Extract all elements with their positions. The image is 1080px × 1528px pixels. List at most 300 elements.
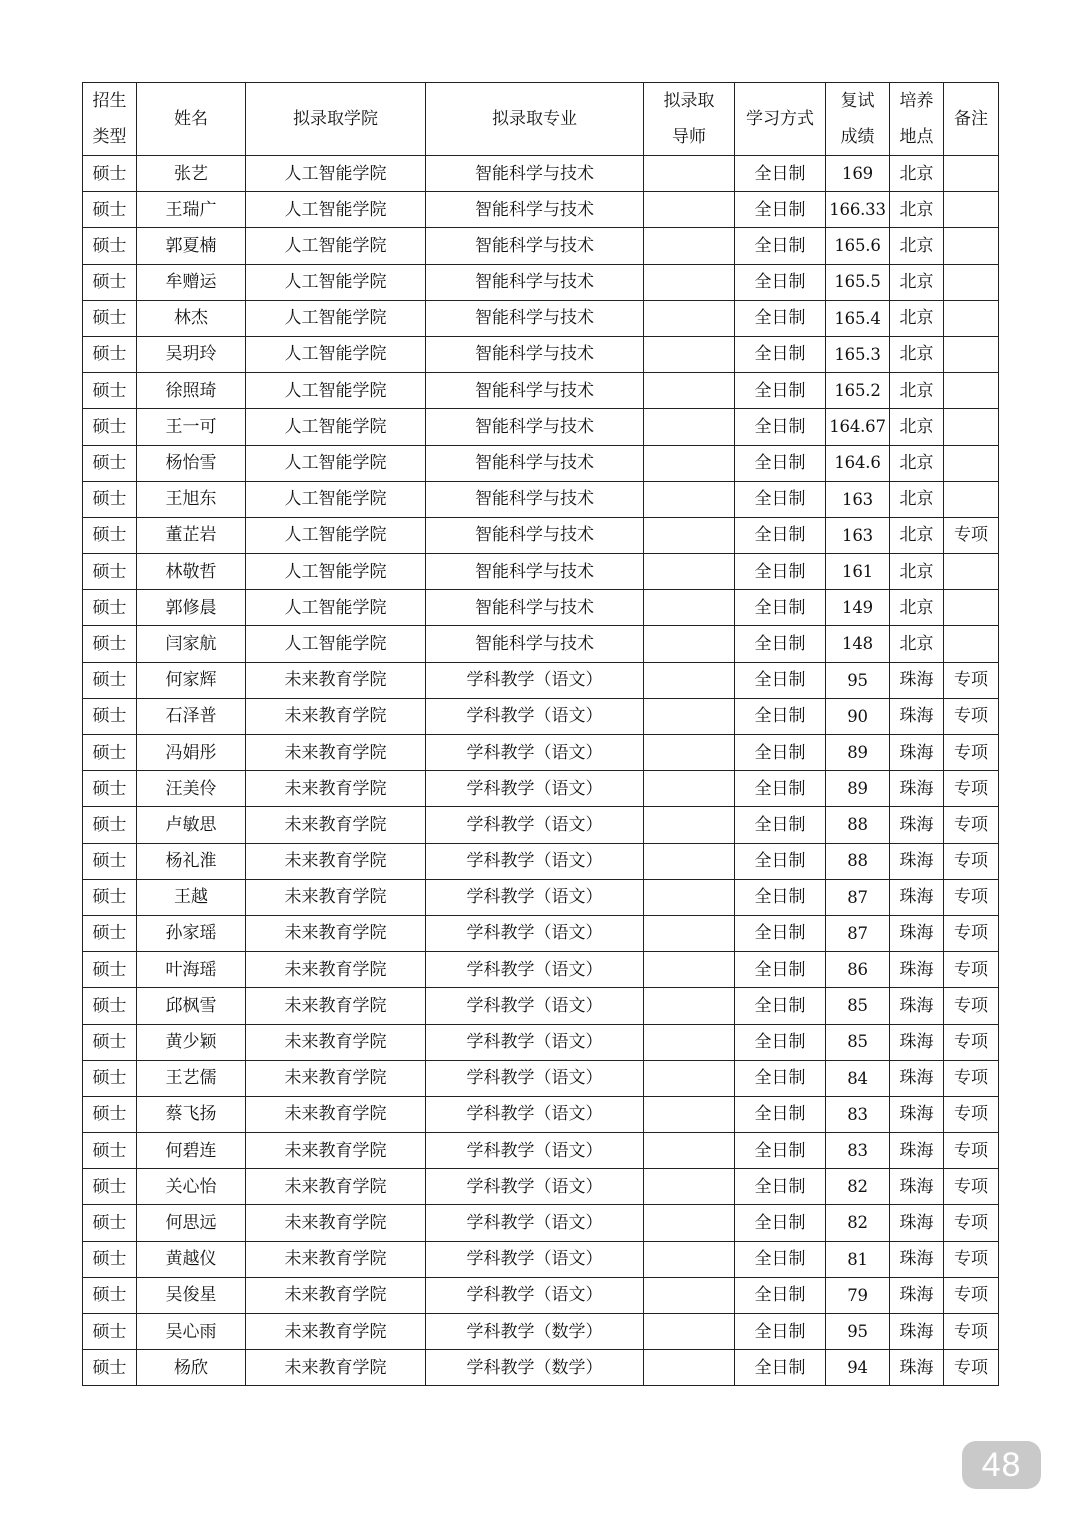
cell-remarks <box>944 228 999 264</box>
cell-major: 智能科学与技术 <box>426 626 644 662</box>
table-row <box>83 952 999 988</box>
page-number-badge: 48 <box>962 1441 1041 1489</box>
header-line: 导师 <box>672 127 706 147</box>
table-row <box>83 1133 999 1169</box>
cell-major: 智能科学与技术 <box>426 336 644 372</box>
cell-name: 冯娟彤 <box>137 735 246 771</box>
header-line: 拟录取专业 <box>492 109 577 129</box>
cell-advisor <box>644 1133 735 1169</box>
cell-name: 王艺儒 <box>137 1060 246 1096</box>
cell-location: 北京 <box>890 156 944 192</box>
cell-name: 吴心雨 <box>137 1314 246 1350</box>
cell-enrollment-type: 硕士 <box>83 1024 137 1060</box>
cell-advisor <box>644 662 735 698</box>
cell-college: 未来教育学院 <box>246 1096 426 1132</box>
cell-score: 165.5 <box>826 264 890 300</box>
cell-score: 165.4 <box>826 300 890 336</box>
cell-remarks: 专项 <box>944 843 999 879</box>
table-row <box>83 662 999 698</box>
cell-advisor <box>644 1096 735 1132</box>
cell-name: 汪美伶 <box>137 771 246 807</box>
cell-college: 未来教育学院 <box>246 1169 426 1205</box>
cell-major: 学科教学（语文） <box>426 807 644 843</box>
cell-location: 珠海 <box>890 915 944 951</box>
cell-location: 珠海 <box>890 1205 944 1241</box>
table-row <box>83 264 999 300</box>
cell-name: 吴玥玲 <box>137 336 246 372</box>
cell-college: 未来教育学院 <box>246 1314 426 1350</box>
cell-study-mode: 全日制 <box>735 336 826 372</box>
cell-enrollment-type: 硕士 <box>83 554 137 590</box>
cell-study-mode: 全日制 <box>735 1241 826 1277</box>
cell-college: 未来教育学院 <box>246 1024 426 1060</box>
cell-location: 珠海 <box>890 662 944 698</box>
cell-remarks: 专项 <box>944 1314 999 1350</box>
cell-major: 学科教学（语文） <box>426 1096 644 1132</box>
cell-name: 闫家航 <box>137 626 246 662</box>
cell-name: 林杰 <box>137 300 246 336</box>
cell-enrollment-type: 硕士 <box>83 988 137 1024</box>
cell-score: 161 <box>826 554 890 590</box>
cell-study-mode: 全日制 <box>735 192 826 228</box>
admission-table <box>82 82 999 1386</box>
cell-score: 163 <box>826 481 890 517</box>
cell-major: 学科教学（语文） <box>426 915 644 951</box>
cell-name: 黄少颖 <box>137 1024 246 1060</box>
table-row <box>83 1314 999 1350</box>
cell-college: 未来教育学院 <box>246 771 426 807</box>
cell-name: 王越 <box>137 879 246 915</box>
cell-enrollment-type: 硕士 <box>83 156 137 192</box>
cell-advisor <box>644 1241 735 1277</box>
cell-location: 北京 <box>890 409 944 445</box>
cell-advisor <box>644 590 735 626</box>
cell-name: 关心怡 <box>137 1169 246 1205</box>
cell-name: 何碧连 <box>137 1133 246 1169</box>
table-row <box>83 1024 999 1060</box>
cell-location: 珠海 <box>890 1277 944 1313</box>
cell-remarks <box>944 156 999 192</box>
table-row <box>83 1060 999 1096</box>
cell-enrollment-type: 硕士 <box>83 1314 137 1350</box>
cell-study-mode: 全日制 <box>735 1060 826 1096</box>
table-row <box>83 626 999 662</box>
cell-enrollment-type: 硕士 <box>83 952 137 988</box>
cell-study-mode: 全日制 <box>735 1096 826 1132</box>
cell-major: 智能科学与技术 <box>426 264 644 300</box>
cell-score: 85 <box>826 988 890 1024</box>
cell-major: 学科教学（语文） <box>426 1169 644 1205</box>
cell-enrollment-type: 硕士 <box>83 192 137 228</box>
cell-remarks: 专项 <box>944 807 999 843</box>
cell-enrollment-type: 硕士 <box>83 626 137 662</box>
cell-location: 珠海 <box>890 1314 944 1350</box>
header-line: 备注 <box>954 109 988 129</box>
cell-advisor <box>644 735 735 771</box>
table-row <box>83 771 999 807</box>
cell-college: 人工智能学院 <box>246 590 426 626</box>
cell-name: 王一可 <box>137 409 246 445</box>
header-line: 类型 <box>92 127 127 147</box>
cell-score: 82 <box>826 1169 890 1205</box>
cell-major: 学科教学（语文） <box>426 698 644 734</box>
cell-remarks: 专项 <box>944 1096 999 1132</box>
cell-score: 165.6 <box>826 228 890 264</box>
cell-major: 智能科学与技术 <box>426 517 644 553</box>
cell-study-mode: 全日制 <box>735 771 826 807</box>
cell-college: 未来教育学院 <box>246 1133 426 1169</box>
cell-location: 珠海 <box>890 952 944 988</box>
cell-score: 149 <box>826 590 890 626</box>
cell-college: 人工智能学院 <box>246 445 426 481</box>
cell-remarks: 专项 <box>944 988 999 1024</box>
cell-major: 学科教学（语文） <box>426 1205 644 1241</box>
cell-score: 89 <box>826 735 890 771</box>
cell-score: 169 <box>826 156 890 192</box>
cell-name: 王旭东 <box>137 481 246 517</box>
cell-remarks: 专项 <box>944 1277 999 1313</box>
cell-score: 95 <box>826 1314 890 1350</box>
cell-study-mode: 全日制 <box>735 988 826 1024</box>
cell-enrollment-type: 硕士 <box>83 807 137 843</box>
table-row <box>83 373 999 409</box>
cell-name: 张艺 <box>137 156 246 192</box>
cell-enrollment-type: 硕士 <box>83 336 137 372</box>
cell-advisor <box>644 807 735 843</box>
cell-name: 郭夏楠 <box>137 228 246 264</box>
cell-remarks: 专项 <box>944 662 999 698</box>
cell-study-mode: 全日制 <box>735 1024 826 1060</box>
cell-enrollment-type: 硕士 <box>83 698 137 734</box>
cell-remarks <box>944 554 999 590</box>
cell-location: 北京 <box>890 300 944 336</box>
cell-advisor <box>644 1277 735 1313</box>
cell-location: 北京 <box>890 590 944 626</box>
cell-study-mode: 全日制 <box>735 300 826 336</box>
cell-enrollment-type: 硕士 <box>83 1169 137 1205</box>
cell-advisor <box>644 915 735 951</box>
cell-remarks: 专项 <box>944 915 999 951</box>
table-row <box>83 409 999 445</box>
cell-college: 未来教育学院 <box>246 1277 426 1313</box>
table-row <box>83 807 999 843</box>
header-college <box>246 83 426 156</box>
cell-study-mode: 全日制 <box>735 264 826 300</box>
cell-name: 林敬哲 <box>137 554 246 590</box>
cell-remarks: 专项 <box>944 1350 999 1386</box>
cell-major: 智能科学与技术 <box>426 590 644 626</box>
cell-location: 珠海 <box>890 771 944 807</box>
cell-remarks: 专项 <box>944 735 999 771</box>
cell-remarks <box>944 445 999 481</box>
cell-study-mode: 全日制 <box>735 228 826 264</box>
table-row <box>83 1277 999 1313</box>
cell-study-mode: 全日制 <box>735 1133 826 1169</box>
cell-enrollment-type: 硕士 <box>83 228 137 264</box>
cell-enrollment-type: 硕士 <box>83 517 137 553</box>
cell-study-mode: 全日制 <box>735 735 826 771</box>
header-enrollment-type <box>83 83 137 156</box>
cell-remarks <box>944 264 999 300</box>
cell-college: 未来教育学院 <box>246 807 426 843</box>
cell-major: 学科教学（语文） <box>426 1277 644 1313</box>
cell-advisor <box>644 1350 735 1386</box>
cell-enrollment-type: 硕士 <box>83 264 137 300</box>
cell-college: 未来教育学院 <box>246 1350 426 1386</box>
cell-score: 166.33 <box>826 192 890 228</box>
cell-advisor <box>644 264 735 300</box>
cell-score: 81 <box>826 1241 890 1277</box>
cell-score: 94 <box>826 1350 890 1386</box>
cell-study-mode: 全日制 <box>735 915 826 951</box>
cell-enrollment-type: 硕士 <box>83 300 137 336</box>
cell-score: 164.6 <box>826 445 890 481</box>
header-line: 成绩 <box>840 127 875 147</box>
cell-remarks: 专项 <box>944 517 999 553</box>
cell-advisor <box>644 879 735 915</box>
table-header-row <box>83 83 999 156</box>
cell-advisor <box>644 300 735 336</box>
cell-study-mode: 全日制 <box>735 409 826 445</box>
cell-remarks: 专项 <box>944 698 999 734</box>
cell-college: 人工智能学院 <box>246 192 426 228</box>
cell-remarks <box>944 409 999 445</box>
cell-college: 人工智能学院 <box>246 481 426 517</box>
cell-name: 何思远 <box>137 1205 246 1241</box>
table-row <box>83 192 999 228</box>
cell-advisor <box>644 843 735 879</box>
cell-remarks: 专项 <box>944 1205 999 1241</box>
cell-college: 人工智能学院 <box>246 228 426 264</box>
cell-major: 智能科学与技术 <box>426 409 644 445</box>
header-name <box>137 83 246 156</box>
cell-advisor <box>644 1169 735 1205</box>
table-row <box>83 843 999 879</box>
cell-advisor <box>644 698 735 734</box>
header-line: 地点 <box>899 127 934 147</box>
cell-college: 人工智能学院 <box>246 300 426 336</box>
header-line: 培养 <box>899 91 934 111</box>
cell-study-mode: 全日制 <box>735 1277 826 1313</box>
cell-enrollment-type: 硕士 <box>83 735 137 771</box>
cell-enrollment-type: 硕士 <box>83 1241 137 1277</box>
cell-major: 学科教学（语文） <box>426 879 644 915</box>
cell-location: 珠海 <box>890 843 944 879</box>
cell-study-mode: 全日制 <box>735 662 826 698</box>
cell-college: 未来教育学院 <box>246 843 426 879</box>
cell-advisor <box>644 1024 735 1060</box>
cell-advisor <box>644 445 735 481</box>
cell-college: 人工智能学院 <box>246 264 426 300</box>
cell-score: 90 <box>826 698 890 734</box>
cell-location: 珠海 <box>890 1024 944 1060</box>
cell-score: 165.2 <box>826 373 890 409</box>
cell-remarks: 专项 <box>944 771 999 807</box>
cell-major: 学科教学（语文） <box>426 1024 644 1060</box>
cell-score: 85 <box>826 1024 890 1060</box>
cell-advisor <box>644 771 735 807</box>
header-advisor <box>644 83 735 156</box>
cell-location: 珠海 <box>890 698 944 734</box>
cell-advisor <box>644 1205 735 1241</box>
cell-enrollment-type: 硕士 <box>83 1096 137 1132</box>
cell-college: 未来教育学院 <box>246 1241 426 1277</box>
cell-name: 董芷岩 <box>137 517 246 553</box>
cell-location: 珠海 <box>890 1169 944 1205</box>
cell-remarks <box>944 481 999 517</box>
cell-major: 学科教学（语文） <box>426 771 644 807</box>
cell-advisor <box>644 554 735 590</box>
table-row <box>83 735 999 771</box>
header-line: 拟录取学院 <box>293 109 378 129</box>
header-line: 复试 <box>840 91 875 111</box>
header-line: 招生 <box>92 91 127 111</box>
cell-major: 智能科学与技术 <box>426 300 644 336</box>
cell-score: 88 <box>826 843 890 879</box>
cell-study-mode: 全日制 <box>735 481 826 517</box>
cell-name: 邱枫雪 <box>137 988 246 1024</box>
cell-major: 学科教学（语文） <box>426 843 644 879</box>
header-line: 姓名 <box>174 109 208 129</box>
cell-major: 智能科学与技术 <box>426 445 644 481</box>
cell-name: 杨欣 <box>137 1350 246 1386</box>
cell-college: 人工智能学院 <box>246 336 426 372</box>
cell-remarks <box>944 336 999 372</box>
cell-name: 孙家瑶 <box>137 915 246 951</box>
cell-college: 未来教育学院 <box>246 952 426 988</box>
cell-study-mode: 全日制 <box>735 373 826 409</box>
cell-college: 人工智能学院 <box>246 517 426 553</box>
cell-location: 珠海 <box>890 879 944 915</box>
cell-name: 蔡飞扬 <box>137 1096 246 1132</box>
cell-enrollment-type: 硕士 <box>83 879 137 915</box>
cell-study-mode: 全日制 <box>735 952 826 988</box>
cell-study-mode: 全日制 <box>735 698 826 734</box>
cell-study-mode: 全日制 <box>735 517 826 553</box>
cell-name: 吴俊星 <box>137 1277 246 1313</box>
table-row <box>83 698 999 734</box>
cell-location: 珠海 <box>890 1096 944 1132</box>
cell-name: 牟赠运 <box>137 264 246 300</box>
cell-score: 79 <box>826 1277 890 1313</box>
table-row <box>83 1169 999 1205</box>
table-row <box>83 590 999 626</box>
cell-college: 人工智能学院 <box>246 554 426 590</box>
cell-major: 学科教学（语文） <box>426 1241 644 1277</box>
cell-study-mode: 全日制 <box>735 590 826 626</box>
cell-study-mode: 全日制 <box>735 626 826 662</box>
cell-study-mode: 全日制 <box>735 879 826 915</box>
cell-location: 珠海 <box>890 1350 944 1386</box>
cell-remarks: 专项 <box>944 1060 999 1096</box>
cell-score: 163 <box>826 517 890 553</box>
cell-major: 学科教学（语文） <box>426 1060 644 1096</box>
cell-enrollment-type: 硕士 <box>83 771 137 807</box>
cell-remarks <box>944 300 999 336</box>
cell-study-mode: 全日制 <box>735 445 826 481</box>
cell-location: 北京 <box>890 517 944 553</box>
cell-score: 89 <box>826 771 890 807</box>
cell-advisor <box>644 156 735 192</box>
cell-study-mode: 全日制 <box>735 807 826 843</box>
cell-name: 徐照琦 <box>137 373 246 409</box>
cell-remarks <box>944 590 999 626</box>
cell-study-mode: 全日制 <box>735 156 826 192</box>
table-row <box>83 879 999 915</box>
cell-score: 87 <box>826 879 890 915</box>
cell-college: 未来教育学院 <box>246 1060 426 1096</box>
cell-advisor <box>644 373 735 409</box>
cell-study-mode: 全日制 <box>735 1169 826 1205</box>
cell-score: 165.3 <box>826 336 890 372</box>
table-row <box>83 1350 999 1386</box>
cell-enrollment-type: 硕士 <box>83 481 137 517</box>
header-line: 拟录取 <box>663 91 715 111</box>
cell-remarks <box>944 626 999 662</box>
cell-score: 82 <box>826 1205 890 1241</box>
cell-enrollment-type: 硕士 <box>83 590 137 626</box>
header-score <box>826 83 890 156</box>
cell-enrollment-type: 硕士 <box>83 1277 137 1313</box>
cell-enrollment-type: 硕士 <box>83 1060 137 1096</box>
cell-score: 83 <box>826 1133 890 1169</box>
cell-enrollment-type: 硕士 <box>83 843 137 879</box>
cell-location: 北京 <box>890 445 944 481</box>
cell-college: 未来教育学院 <box>246 879 426 915</box>
cell-advisor <box>644 336 735 372</box>
cell-college: 人工智能学院 <box>246 156 426 192</box>
cell-advisor <box>644 988 735 1024</box>
cell-college: 未来教育学院 <box>246 1205 426 1241</box>
cell-score: 88 <box>826 807 890 843</box>
cell-name: 石泽普 <box>137 698 246 734</box>
header-location <box>890 83 944 156</box>
cell-location: 珠海 <box>890 735 944 771</box>
table-row <box>83 1241 999 1277</box>
cell-college: 未来教育学院 <box>246 988 426 1024</box>
cell-remarks: 专项 <box>944 1241 999 1277</box>
cell-name: 王瑞广 <box>137 192 246 228</box>
cell-major: 智能科学与技术 <box>426 373 644 409</box>
header-remarks <box>944 83 999 156</box>
cell-college: 未来教育学院 <box>246 698 426 734</box>
cell-study-mode: 全日制 <box>735 1205 826 1241</box>
cell-advisor <box>644 1060 735 1096</box>
table-row <box>83 915 999 951</box>
cell-remarks: 专项 <box>944 1169 999 1205</box>
cell-name: 叶海瑶 <box>137 952 246 988</box>
cell-study-mode: 全日制 <box>735 1314 826 1350</box>
cell-remarks <box>944 192 999 228</box>
cell-remarks: 专项 <box>944 952 999 988</box>
cell-location: 北京 <box>890 192 944 228</box>
cell-name: 何家辉 <box>137 662 246 698</box>
cell-major: 智能科学与技术 <box>426 554 644 590</box>
header-major <box>426 83 644 156</box>
cell-enrollment-type: 硕士 <box>83 915 137 951</box>
cell-location: 珠海 <box>890 1241 944 1277</box>
cell-enrollment-type: 硕士 <box>83 662 137 698</box>
cell-advisor <box>644 481 735 517</box>
cell-location: 北京 <box>890 373 944 409</box>
cell-enrollment-type: 硕士 <box>83 1133 137 1169</box>
cell-remarks: 专项 <box>944 1024 999 1060</box>
cell-enrollment-type: 硕士 <box>83 1350 137 1386</box>
cell-score: 87 <box>826 915 890 951</box>
cell-name: 卢敏思 <box>137 807 246 843</box>
cell-major: 智能科学与技术 <box>426 481 644 517</box>
cell-major: 学科教学（语文） <box>426 662 644 698</box>
